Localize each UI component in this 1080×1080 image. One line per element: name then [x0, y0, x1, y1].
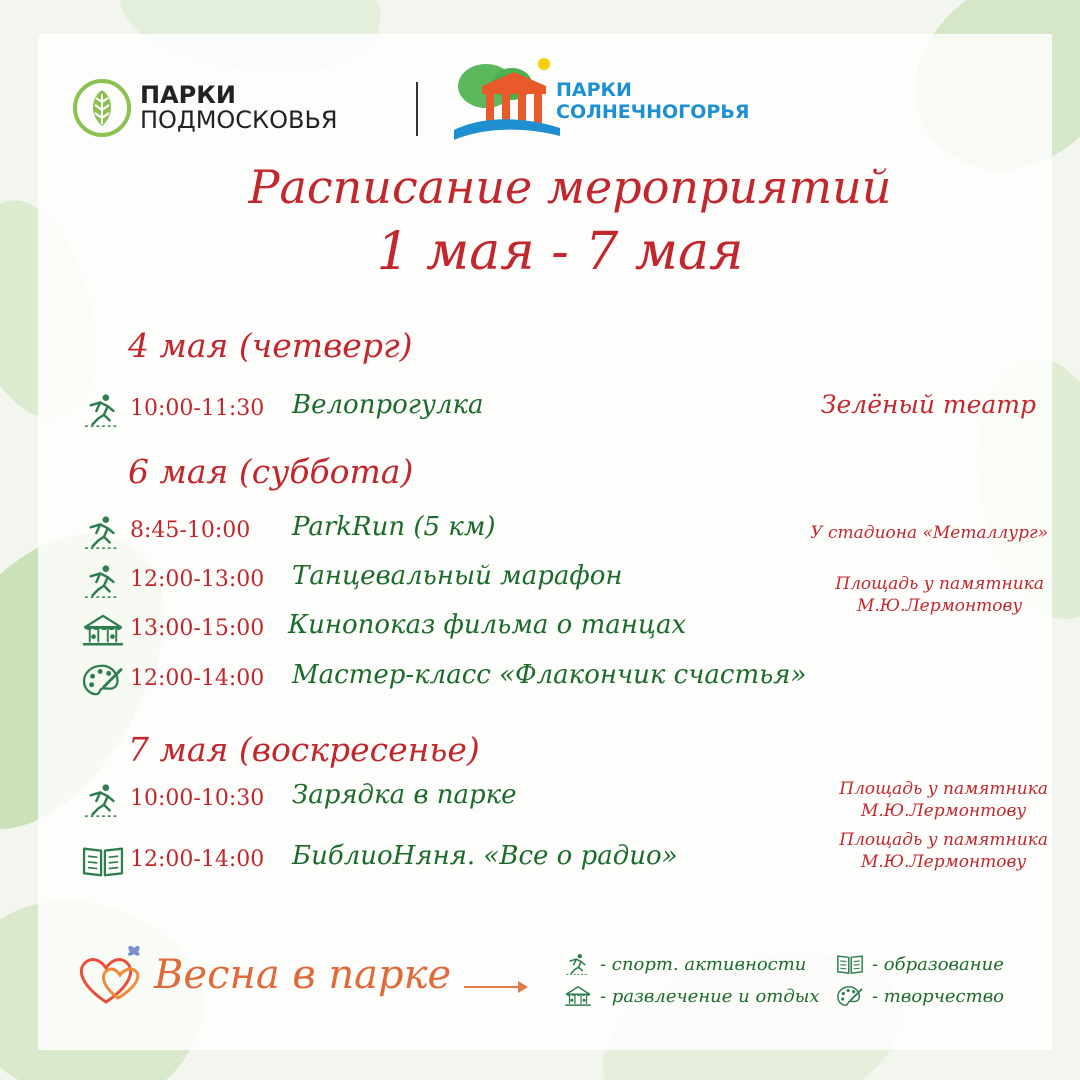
event-row [80, 512, 1060, 552]
spring-in-park-logo [72, 940, 552, 1020]
event-place-line2: М.Ю.Лермонтову [860, 852, 1027, 873]
event-name: ParkRun (5 км) [292, 512, 496, 542]
parks-moscow-region-logo [72, 78, 338, 138]
book-icon [80, 843, 126, 879]
event-row [80, 610, 1060, 650]
event-place-line1: Площадь у памятника [839, 779, 1048, 799]
event-time: 12:00-13:00 [130, 567, 265, 592]
page-title: Расписание мероприятий [248, 160, 892, 214]
event-row [80, 830, 1060, 881]
spring-in-park-text: Весна в парке [154, 952, 452, 998]
event-time: 12:00-14:00 [130, 847, 265, 872]
event-name: Танцевальный марафон [292, 561, 623, 591]
legend-education [836, 952, 1004, 976]
event-row [80, 660, 1060, 700]
logo-right-line1: ПАРКИ [556, 79, 632, 101]
day-heading-may-4: 4 мая (четверг) [128, 326, 413, 365]
legend-creativity-label: - творчество [872, 985, 1005, 1007]
event-place-line2: М.Ю.Лермонтову [860, 801, 1027, 822]
legend-entertainment [564, 984, 820, 1008]
park-arch-emblem-icon [452, 56, 562, 146]
event-name: БиблиоНяня. «Все о радио» [292, 841, 678, 871]
event-place-line1: Площадь у памятника [839, 830, 1048, 850]
logo-left-line2: ПОДМОСКОВЬЯ [140, 106, 338, 134]
running-icon [80, 563, 126, 599]
date-range-title: 1 мая - 7 мая [376, 222, 744, 282]
event-time: 10:00-11:30 [130, 396, 265, 421]
running-icon [80, 392, 126, 428]
event-row [80, 561, 1060, 617]
event-place-line1: Площадь у памятника [835, 574, 1044, 594]
day-heading-may-7: 7 мая (воскресенье) [128, 730, 480, 769]
arrow-line [464, 986, 524, 988]
running-icon [80, 782, 126, 818]
parks-solnechnogorsk-logo [452, 56, 792, 146]
event-place [839, 778, 1048, 822]
legend-entertainment-label: - развлечение и отдых [600, 985, 820, 1007]
carousel-icon [564, 984, 592, 1008]
event-name: Мастер-класс «Флакончик счастья» [292, 660, 807, 690]
book-icon [836, 952, 864, 976]
day-heading-may-6: 6 мая (суббота) [128, 452, 414, 491]
event-name: Кинопоказ фильма о танцах [288, 610, 687, 640]
carousel-icon [80, 612, 126, 648]
logo-divider [416, 82, 418, 136]
event-time: 8:45-10:00 [130, 518, 251, 543]
legend-education-label: - образование [872, 953, 1004, 975]
event-place-line2: М.Ю.Лермонтову [856, 596, 1023, 617]
event-time: 13:00-15:00 [130, 616, 265, 641]
event-place [839, 829, 1048, 873]
arrow-right-icon [518, 981, 528, 993]
legend-creativity [836, 984, 1004, 1008]
event-name: Зарядка в парке [292, 780, 517, 810]
event-name: Велопрогулка [292, 390, 484, 420]
event-row [80, 390, 1060, 430]
leaf-emblem-icon [72, 78, 132, 138]
logo-right-line2: СОЛНЕЧНОГОРЬЯ [556, 100, 750, 123]
palette-icon [80, 662, 126, 698]
running-icon [564, 952, 592, 976]
legend-sport-label: - спорт. активности [600, 953, 807, 975]
running-icon [80, 514, 126, 550]
palette-icon [836, 984, 864, 1008]
event-row [80, 780, 1060, 820]
event-time: 12:00-14:00 [130, 666, 265, 691]
event-time: 10:00-10:30 [130, 786, 265, 811]
legend-sport [564, 952, 806, 976]
legend [564, 952, 1034, 1022]
hearts-butterfly-icon [72, 940, 152, 1010]
event-place: Зелёный театр [820, 390, 1036, 419]
logo-left-line1: ПАРКИ [140, 80, 236, 109]
event-place: У стадиона «Металлург» [810, 523, 1048, 543]
